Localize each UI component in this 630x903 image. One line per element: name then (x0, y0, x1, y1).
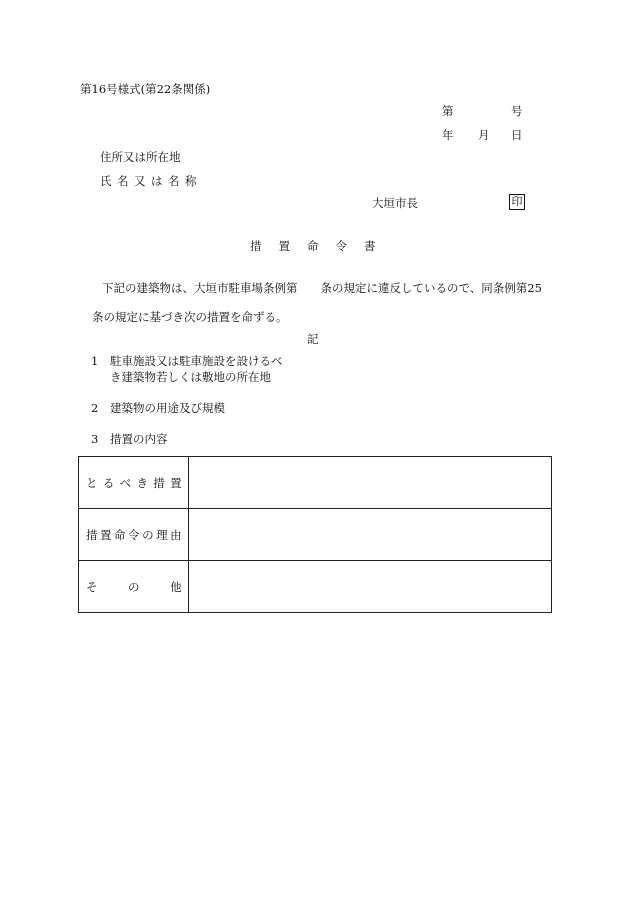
item-number: 1 (91, 354, 99, 368)
table-row (79, 561, 552, 613)
date-day-label: 日 (511, 128, 523, 142)
document-title: 措置命令書 (250, 239, 393, 253)
table-row (79, 457, 552, 509)
seal-mark: 印 (509, 194, 525, 210)
item-text: 駐車施設又は駐車施設を設けるべ (110, 354, 283, 368)
recipient-address-label: 住所又は所在地 (100, 150, 181, 164)
reference-number-suffix: 号 (511, 104, 523, 118)
row-label: その他 (79, 561, 189, 613)
item-number: 2 (91, 401, 99, 415)
item-text: 建築物の用途及び規模 (110, 401, 225, 415)
table-row (79, 509, 552, 561)
date-month-label: 月 (478, 128, 490, 142)
measures-table (78, 456, 552, 613)
date-year-label: 年 (442, 128, 454, 142)
ki-heading: 記 (307, 332, 319, 346)
issuer-title: 大垣市長 (372, 196, 418, 210)
form-number: 第16号様式(第22条関係) (80, 82, 211, 96)
item-number: 3 (91, 432, 99, 446)
item-text-continuation: き建築物若しくは敷地の所在地 (110, 370, 271, 384)
body-text-line-1: 下記の建築物は、大垣市駐車場条例第 条の規定に違反しているので、同条例第25 (102, 281, 542, 295)
row-label: 措置命令の理由 (79, 509, 189, 561)
reference-number-prefix: 第 (442, 104, 454, 118)
item-text: 措置の内容 (110, 432, 168, 446)
row-value-field[interactable] (188, 561, 551, 613)
row-label: とるべき措置 (79, 457, 189, 509)
recipient-name-label: 氏名又は名称 (100, 174, 202, 188)
body-text-line-2: 条の規定に基づき次の措置を命ずる。 (92, 310, 288, 324)
row-value-field[interactable] (188, 457, 551, 509)
row-value-field[interactable] (188, 509, 551, 561)
